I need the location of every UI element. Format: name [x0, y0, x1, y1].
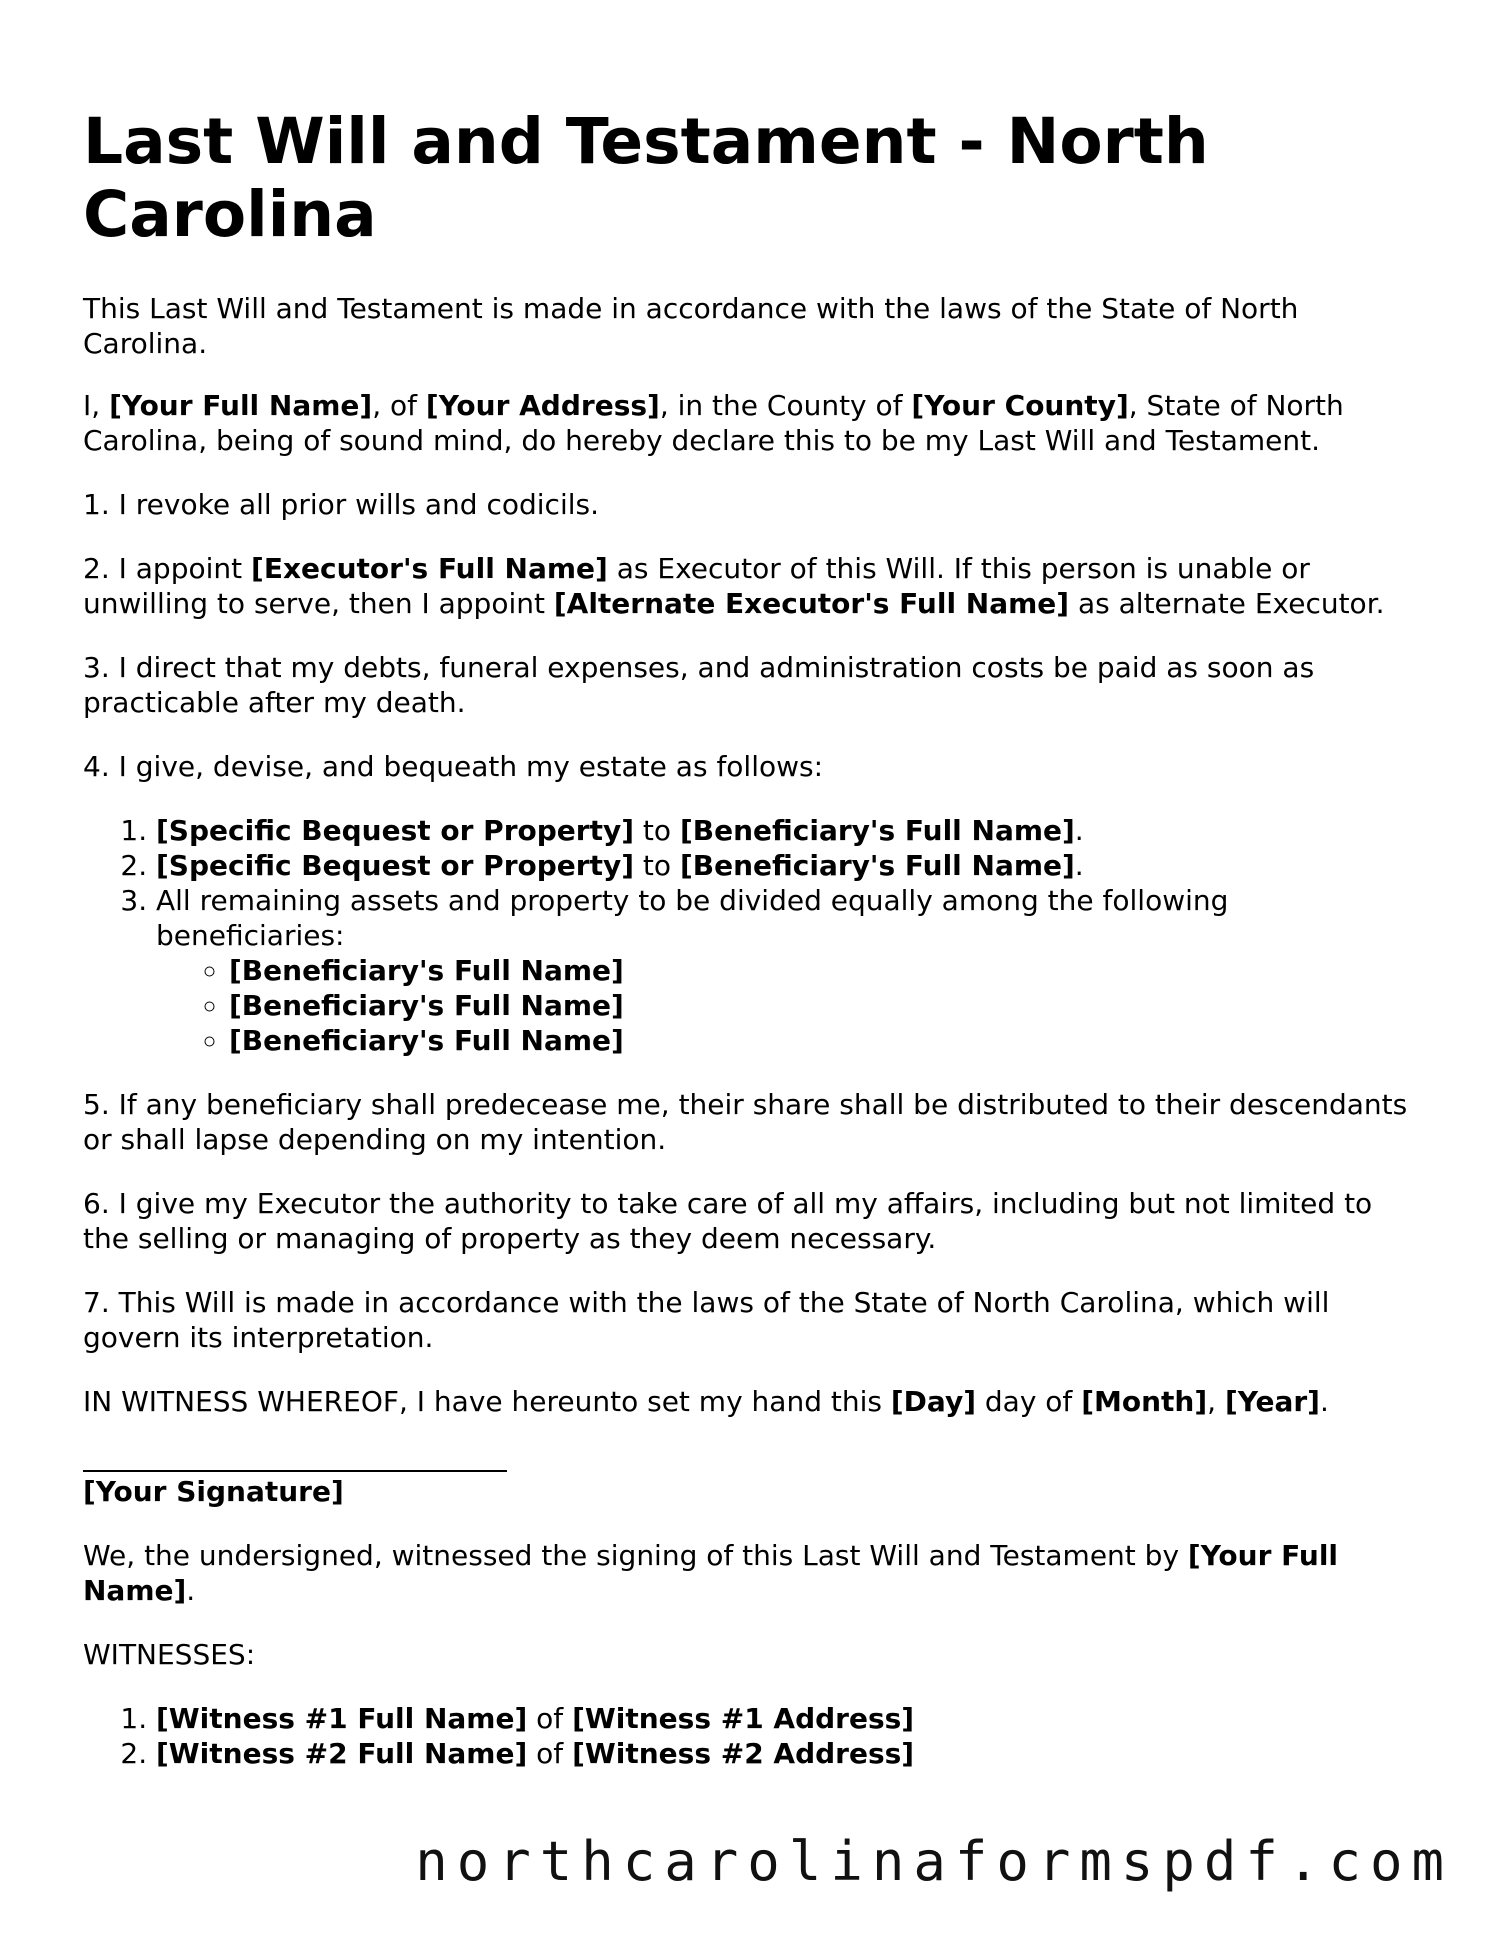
attestation-paragraph: We, the undersigned, witnessed the signing of this Last Will and Testament by [Your Full Name]. — [83, 1539, 1339, 1607]
bequest-item-remaining: 3. All remaining assets and property to be divided equally among the following beneficiaries: ◦ [Beneficiary's Full Name] ◦ [Beneficiary's Full Name] ◦ [Beneficiary's Full Name] — [156, 883, 1418, 1058]
clause-7: 7. This Will is made in accordance with the laws of the State of North Carolina, which will govern its interpretation. — [83, 1286, 1330, 1354]
clause-3: 3. I direct that my debts, funeral expenses, and administration costs be paid as soon as practicable after my death. — [83, 651, 1315, 719]
clause-4-intro: 4. I give, devise, and bequeath my estate as follows: — [83, 750, 824, 783]
clause-6: 6. I give my Executor the authority to take care of all my affairs, including but not limited to the selling or managing of property as they deem necessary. — [83, 1187, 1373, 1255]
beneficiary-item: ◦ [Beneficiary's Full Name] — [229, 1023, 1418, 1058]
executor-name-placeholder: [Executor's Full Name] — [251, 552, 608, 585]
witness-item: 1. [Witness #1 Full Name] of [Witness #1 Address] — [156, 1701, 1418, 1736]
year-placeholder: [Year] — [1224, 1385, 1320, 1418]
testator-name-placeholder: [Your Full Name] — [109, 389, 373, 422]
signature-line — [83, 1470, 507, 1472]
document-page — [83, 0, 1418, 1771]
intro-paragraph: This Last Will and Testament is made in accordance with the laws of the State of North Carolina. — [83, 292, 1299, 360]
signature-label: [Your Signature] — [83, 1475, 344, 1508]
page-title: Last Will and Testament - North Carolina — [83, 105, 1209, 251]
witness-item: 2. [Witness #2 Full Name] of [Witness #2 Address] — [156, 1736, 1418, 1771]
clause-5: 5. If any beneficiary shall predecease me, their share shall be distributed to their descendants or shall lapse depending on my intention. — [83, 1088, 1408, 1156]
witness-whereof-paragraph: IN WITNESS WHEREOF, I have hereunto set my hand this [Day] day of [Month], [Year]. — [83, 1385, 1329, 1418]
bequest-item: 2. [Specific Bequest or Property] to [Beneficiary's Full Name]. — [156, 848, 1418, 883]
month-placeholder: [Month] — [1081, 1385, 1208, 1418]
beneficiary-item: ◦ [Beneficiary's Full Name] — [229, 988, 1418, 1023]
alternate-executor-name-placeholder: [Alternate Executor's Full Name] — [553, 587, 1070, 620]
bequest-list — [83, 813, 1418, 1058]
declaration-paragraph: I, [Your Full Name], of [Your Address], in the County of [Your County], State of North Carolina, being of sound mind, do hereby declare this to be my Last Will and Testament. — [83, 389, 1344, 457]
bequest-item: 1. [Specific Bequest or Property] to [Beneficiary's Full Name]. — [156, 813, 1418, 848]
clause-1: 1. I revoke all prior wills and codicils. — [83, 488, 599, 521]
watermark-text: northcarolinaformspdf.com — [415, 1830, 1453, 1893]
remaining-beneficiaries-list — [156, 953, 1418, 1058]
day-placeholder: [Day] — [890, 1385, 976, 1418]
witnesses-heading: WITNESSES: — [83, 1638, 256, 1671]
testator-address-placeholder: [Your Address] — [425, 389, 660, 422]
clause-2: 2. I appoint [Executor's Full Name] as Executor of this Will. If this person is unable or unwilling to serve, then I appoint [Alternate Executor's Full Name] as alternate Executor. — [83, 552, 1385, 620]
testator-county-placeholder: [Your County] — [911, 389, 1129, 422]
witnesses-list — [83, 1701, 1418, 1771]
beneficiary-item: ◦ [Beneficiary's Full Name] — [229, 953, 1418, 988]
attestation-name-placeholder: [Your Full Name] — [83, 1539, 1339, 1607]
